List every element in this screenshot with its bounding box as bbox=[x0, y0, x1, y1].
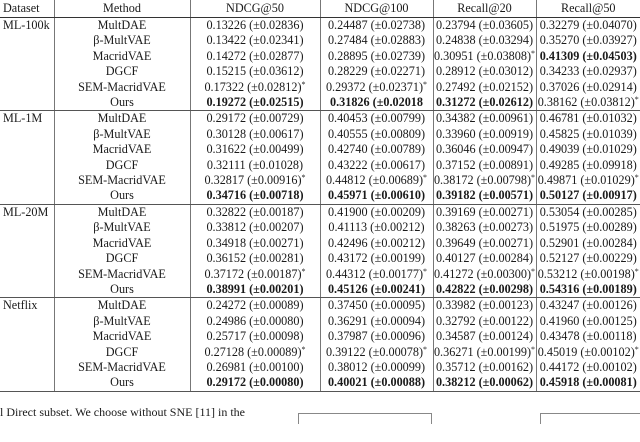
dataset-cell bbox=[0, 251, 54, 266]
metric-cell bbox=[190, 142, 320, 157]
metric-value: 0.43478 (±0.00118) bbox=[539, 329, 637, 344]
metric-value: 0.36152 (±0.00281) bbox=[206, 251, 304, 266]
body-text-fragment: l Direct subset. We choose without SNE [11] in the bbox=[0, 405, 245, 419]
metric-value: 0.31826 (±0.02018 bbox=[329, 95, 423, 110]
metric-value: 0.52127 (±0.00229) bbox=[539, 251, 637, 266]
method-cell: β-MultVAE bbox=[54, 314, 190, 329]
significance-star: * bbox=[423, 173, 428, 183]
metric-cell bbox=[320, 111, 433, 127]
metric-value: 0.38012 (±0.00099) bbox=[327, 359, 426, 374]
significance-star: * bbox=[531, 173, 536, 183]
metric-cell bbox=[320, 18, 433, 34]
significance-star: * bbox=[301, 79, 306, 89]
metric-cell bbox=[433, 204, 536, 220]
dataset-cell bbox=[0, 345, 54, 360]
metric-cell bbox=[433, 64, 536, 79]
dataset-cell bbox=[0, 173, 54, 188]
metric-cell bbox=[320, 158, 433, 173]
dataset-cell bbox=[0, 95, 54, 111]
dataset-cell bbox=[0, 375, 54, 391]
dataset-cell bbox=[0, 33, 54, 48]
method-cell: MacridVAE bbox=[54, 49, 190, 64]
metric-cell bbox=[320, 95, 433, 111]
metric-value: 0.45918 (±0.00081) bbox=[539, 375, 637, 390]
metric-value: 0.33960 (±0.00919) bbox=[435, 126, 534, 141]
metric-cell bbox=[433, 345, 536, 360]
table-row bbox=[0, 158, 640, 173]
method-cell: Ours bbox=[54, 282, 190, 298]
metric-cell bbox=[320, 375, 433, 391]
method-cell: DGCF bbox=[54, 64, 190, 79]
table-section bbox=[0, 298, 640, 391]
metric-value: 0.41272 (±0.00300) bbox=[433, 266, 532, 281]
metric-value: 0.42496 (±0.00212) bbox=[327, 235, 426, 250]
table-row bbox=[0, 314, 640, 329]
metric-cell bbox=[190, 49, 320, 64]
metric-cell bbox=[320, 236, 433, 251]
metric-value: 0.39122 (±0.00078) bbox=[325, 344, 424, 359]
method-cell: MultDAE bbox=[54, 298, 190, 314]
header-ndcg50: NDCG@50 bbox=[190, 0, 320, 18]
metric-value: 0.51975 (±0.00289) bbox=[539, 220, 637, 235]
metric-cell bbox=[320, 360, 433, 375]
metric-value: 0.44812 (±0.00689) bbox=[325, 173, 424, 188]
method-cell: β-MultVAE bbox=[54, 33, 190, 48]
table-section bbox=[0, 18, 640, 111]
metric-value: 0.38263 (±0.00273) bbox=[435, 220, 534, 235]
metric-value: 0.30951 (±0.03808) bbox=[433, 48, 532, 63]
metric-value: 0.38172 (±0.00798) bbox=[433, 173, 532, 188]
metric-cell bbox=[320, 142, 433, 157]
method-cell: SEM-MacridVAE bbox=[54, 360, 190, 375]
metric-cell bbox=[536, 188, 640, 204]
metric-cell bbox=[433, 329, 536, 344]
metric-cell bbox=[320, 204, 433, 220]
metric-cell bbox=[190, 236, 320, 251]
metric-cell bbox=[536, 127, 640, 142]
metric-cell bbox=[190, 314, 320, 329]
dataset-cell bbox=[0, 64, 54, 79]
metric-value: 0.39649 (±0.00271) bbox=[435, 235, 534, 250]
metric-cell bbox=[433, 282, 536, 298]
table-row bbox=[0, 142, 640, 157]
metric-value: 0.44312 (±0.00177) bbox=[325, 266, 424, 281]
metric-value: 0.30128 (±0.00617) bbox=[206, 126, 304, 141]
table-row bbox=[0, 345, 640, 360]
metric-value: 0.40127 (±0.00284) bbox=[435, 251, 534, 266]
header-ndcg100: NDCG@100 bbox=[320, 0, 433, 18]
metric-cell bbox=[320, 298, 433, 314]
metric-cell bbox=[536, 236, 640, 251]
metric-cell bbox=[536, 64, 640, 79]
method-cell: DGCF bbox=[54, 251, 190, 266]
metric-value: 0.29372 (±0.02371) bbox=[325, 79, 424, 94]
table-row bbox=[0, 111, 640, 127]
table-header bbox=[0, 0, 640, 18]
metric-cell bbox=[320, 49, 433, 64]
metric-value: 0.40453 (±0.00799) bbox=[327, 111, 426, 126]
table-section bbox=[0, 204, 640, 297]
metric-cell bbox=[320, 345, 433, 360]
metric-value: 0.53212 (±0.00198) bbox=[537, 266, 635, 281]
table-row bbox=[0, 251, 640, 266]
metric-cell bbox=[536, 158, 640, 173]
metric-cell bbox=[433, 127, 536, 142]
method-cell: SEM-MacridVAE bbox=[54, 173, 190, 188]
metric-value: 0.39182 (±0.00571) bbox=[435, 188, 534, 203]
table-row bbox=[0, 95, 640, 111]
header-recall50: Recall@50 bbox=[536, 0, 640, 18]
table-row bbox=[0, 375, 640, 391]
metric-value: 0.32817 (±0.00916) bbox=[204, 173, 302, 188]
metric-value: 0.24272 (±0.00089) bbox=[206, 298, 304, 313]
metric-cell bbox=[433, 95, 536, 111]
metric-value: 0.45971 (±0.00610) bbox=[327, 188, 426, 203]
metric-value: 0.34587 (±0.00124) bbox=[435, 329, 534, 344]
metric-cell bbox=[536, 111, 640, 127]
metric-cell bbox=[320, 251, 433, 266]
method-cell: MultDAE bbox=[54, 18, 190, 34]
metric-cell bbox=[190, 158, 320, 173]
metric-cell bbox=[536, 80, 640, 95]
method-cell: MacridVAE bbox=[54, 329, 190, 344]
table-row bbox=[0, 188, 640, 204]
metric-value: 0.43247 (±0.00126) bbox=[539, 298, 637, 313]
metric-value: 0.24986 (±0.00080) bbox=[206, 313, 304, 328]
metric-value: 0.38162 (±0.03812) bbox=[537, 95, 635, 110]
table-row bbox=[0, 204, 640, 220]
metric-cell bbox=[190, 360, 320, 375]
metric-value: 0.37172 (±0.00187) bbox=[204, 266, 302, 281]
metric-value: 0.49871 (±0.01029) bbox=[537, 173, 635, 188]
metric-value: 0.41900 (±0.00209) bbox=[327, 204, 426, 219]
method-cell: SEM-MacridVAE bbox=[54, 80, 190, 95]
metric-cell bbox=[433, 375, 536, 391]
dataset-cell bbox=[0, 360, 54, 375]
metric-value: 0.34716 (±0.00718) bbox=[206, 188, 304, 203]
header-dataset: Dataset bbox=[0, 0, 54, 18]
metric-value: 0.40021 (±0.00088) bbox=[327, 375, 426, 390]
table-row bbox=[0, 18, 640, 34]
dataset-cell: ML-20M bbox=[3, 204, 49, 219]
metric-value: 0.37987 (±0.00096) bbox=[327, 329, 426, 344]
metric-value: 0.31622 (±0.00499) bbox=[206, 142, 304, 157]
table-row bbox=[0, 127, 640, 142]
metric-value: 0.46781 (±0.01032) bbox=[539, 111, 637, 126]
metric-cell bbox=[190, 329, 320, 344]
metric-value: 0.38212 (±0.00062) bbox=[435, 375, 534, 390]
metric-value: 0.37026 (±0.02914) bbox=[539, 79, 637, 94]
metric-cell bbox=[190, 204, 320, 220]
metric-cell bbox=[190, 127, 320, 142]
metric-cell bbox=[536, 142, 640, 157]
metric-value: 0.35712 (±0.00162) bbox=[435, 359, 534, 374]
metric-cell bbox=[433, 220, 536, 235]
metric-value: 0.24838 (±0.03294) bbox=[435, 33, 534, 48]
metric-value: 0.34382 (±0.00961) bbox=[435, 111, 534, 126]
significance-star: * bbox=[301, 173, 306, 183]
metric-cell bbox=[190, 33, 320, 48]
metric-cell bbox=[433, 18, 536, 34]
table-row bbox=[0, 173, 640, 188]
metric-value: 0.32111 (±0.01028) bbox=[206, 157, 304, 172]
method-cell: Ours bbox=[54, 95, 190, 111]
significance-star: * bbox=[531, 344, 536, 354]
metric-value: 0.28912 (±0.03012) bbox=[435, 64, 534, 79]
metric-cell bbox=[536, 33, 640, 48]
table-row bbox=[0, 236, 640, 251]
metric-cell bbox=[190, 18, 320, 34]
metric-cell bbox=[433, 188, 536, 204]
metric-value: 0.50127 (±0.00917) bbox=[539, 188, 637, 203]
dataset-cell bbox=[0, 142, 54, 157]
method-cell: MultDAE bbox=[54, 111, 190, 127]
metric-cell bbox=[536, 345, 640, 360]
metric-cell bbox=[320, 282, 433, 298]
dataset-cell bbox=[0, 127, 54, 142]
metric-cell bbox=[536, 204, 640, 220]
metric-cell bbox=[320, 127, 433, 142]
metric-value: 0.27492 (±0.02152) bbox=[435, 79, 534, 94]
cropped-figure-box-right bbox=[540, 413, 640, 424]
dataset-cell bbox=[0, 220, 54, 235]
metric-cell bbox=[190, 80, 320, 95]
metric-cell bbox=[320, 329, 433, 344]
method-cell: SEM-MacridVAE bbox=[54, 267, 190, 282]
significance-star: * bbox=[531, 266, 536, 276]
metric-value: 0.53054 (±0.00285) bbox=[539, 204, 637, 219]
significance-star: * bbox=[423, 266, 428, 276]
metric-value: 0.44172 (±0.00102) bbox=[539, 359, 637, 374]
metric-value: 0.34918 (±0.00271) bbox=[206, 235, 304, 250]
metric-cell bbox=[320, 33, 433, 48]
metric-value: 0.54316 (±0.00189) bbox=[539, 281, 637, 296]
dataset-cell bbox=[0, 188, 54, 204]
metric-value: 0.33982 (±0.00123) bbox=[435, 298, 534, 313]
metric-value: 0.13422 (±0.02341) bbox=[206, 33, 304, 48]
dataset-cell: ML-100k bbox=[3, 18, 50, 32]
method-cell: Ours bbox=[54, 188, 190, 204]
method-cell: Ours bbox=[54, 375, 190, 391]
metric-value: 0.27128 (±0.00089) bbox=[204, 344, 302, 359]
table-row bbox=[0, 220, 640, 235]
dataset-cell bbox=[0, 314, 54, 329]
metric-cell bbox=[190, 95, 320, 111]
metric-value: 0.36291 (±0.00094) bbox=[327, 313, 426, 328]
table-row bbox=[0, 49, 640, 64]
metric-value: 0.15215 (±0.03612) bbox=[206, 64, 304, 79]
metric-value: 0.23794 (±0.03605) bbox=[435, 18, 534, 32]
metric-cell bbox=[536, 173, 640, 188]
header-recall20: Recall@20 bbox=[433, 0, 536, 18]
metric-cell bbox=[433, 33, 536, 48]
metric-value: 0.45825 (±0.01039) bbox=[539, 126, 637, 141]
table-row bbox=[0, 64, 640, 79]
metric-value: 0.35270 (±0.03927) bbox=[539, 33, 637, 48]
metric-cell bbox=[536, 251, 640, 266]
dataset-cell bbox=[0, 49, 54, 64]
significance-star: * bbox=[423, 344, 428, 354]
metric-value: 0.19272 (±0.02515) bbox=[206, 95, 304, 110]
table-row bbox=[0, 80, 640, 95]
metric-value: 0.26981 (±0.00100) bbox=[206, 359, 304, 374]
method-cell: MacridVAE bbox=[54, 236, 190, 251]
metric-cell bbox=[536, 95, 640, 111]
metric-cell bbox=[536, 267, 640, 282]
metric-value: 0.49039 (±0.01029) bbox=[539, 142, 637, 157]
metric-value: 0.43222 (±0.00617) bbox=[327, 157, 426, 172]
significance-star: * bbox=[531, 48, 536, 58]
metric-cell bbox=[536, 282, 640, 298]
metric-cell bbox=[433, 251, 536, 266]
method-cell: DGCF bbox=[54, 345, 190, 360]
dataset-cell bbox=[0, 158, 54, 173]
significance-star: * bbox=[634, 344, 639, 354]
metric-value: 0.28895 (±0.02739) bbox=[327, 48, 426, 63]
metric-cell bbox=[433, 236, 536, 251]
metric-cell bbox=[320, 220, 433, 235]
metric-value: 0.41309 (±0.04503) bbox=[539, 48, 637, 63]
metric-value: 0.32792 (±0.00122) bbox=[435, 313, 534, 328]
table-row bbox=[0, 360, 640, 375]
table-row bbox=[0, 267, 640, 282]
metric-cell bbox=[190, 251, 320, 266]
method-cell: DGCF bbox=[54, 158, 190, 173]
metric-cell bbox=[190, 220, 320, 235]
cropped-figure-box-left bbox=[298, 413, 432, 424]
dataset-cell bbox=[0, 329, 54, 344]
metric-value: 0.29172 (±0.00080) bbox=[206, 375, 304, 390]
metric-cell bbox=[433, 298, 536, 314]
metric-cell bbox=[536, 314, 640, 329]
table-row bbox=[0, 282, 640, 298]
metric-value: 0.43172 (±0.00199) bbox=[327, 251, 426, 266]
metric-value: 0.36271 (±0.00199) bbox=[433, 344, 532, 359]
metric-value: 0.49285 (±0.09918) bbox=[539, 157, 637, 172]
metric-cell bbox=[536, 298, 640, 314]
metric-value: 0.29172 (±0.00729) bbox=[206, 111, 304, 126]
metric-cell bbox=[320, 267, 433, 282]
dataset-cell bbox=[0, 267, 54, 282]
metric-cell bbox=[320, 80, 433, 95]
metric-cell bbox=[433, 360, 536, 375]
metric-cell bbox=[190, 375, 320, 391]
metric-cell bbox=[536, 360, 640, 375]
dataset-cell: Netflix bbox=[3, 298, 38, 313]
significance-star: * bbox=[634, 95, 639, 105]
metric-cell bbox=[433, 267, 536, 282]
metric-cell bbox=[190, 111, 320, 127]
metric-cell bbox=[536, 18, 640, 34]
metric-value: 0.37152 (±0.00891) bbox=[435, 157, 534, 172]
table-row bbox=[0, 329, 640, 344]
metric-value: 0.41113 (±0.00212) bbox=[328, 220, 425, 235]
metric-cell bbox=[320, 188, 433, 204]
metric-value: 0.33812 (±0.00207) bbox=[206, 220, 304, 235]
metric-cell bbox=[433, 111, 536, 127]
header-method: Method bbox=[54, 0, 190, 18]
metric-value: 0.27484 (±0.02883) bbox=[327, 33, 426, 48]
method-cell: β-MultVAE bbox=[54, 220, 190, 235]
metric-cell bbox=[190, 173, 320, 188]
metric-value: 0.52901 (±0.00284) bbox=[539, 235, 637, 250]
metric-value: 0.14272 (±0.02877) bbox=[206, 48, 304, 63]
metric-cell bbox=[433, 80, 536, 95]
dataset-cell bbox=[0, 236, 54, 251]
dataset-cell: ML-1M bbox=[3, 111, 43, 126]
metric-value: 0.32822 (±0.00187) bbox=[206, 204, 304, 219]
metric-cell bbox=[536, 49, 640, 64]
metric-cell bbox=[190, 298, 320, 314]
metric-value: 0.45126 (±0.00241) bbox=[327, 281, 426, 296]
dataset-cell bbox=[0, 80, 54, 95]
metric-cell bbox=[433, 49, 536, 64]
metric-value: 0.34233 (±0.02937) bbox=[539, 64, 637, 79]
significance-star: * bbox=[301, 266, 306, 276]
metric-value: 0.32279 (±0.04070) bbox=[539, 18, 637, 32]
method-cell: MacridVAE bbox=[54, 142, 190, 157]
significance-star: * bbox=[634, 266, 639, 276]
metric-cell bbox=[320, 173, 433, 188]
method-cell: β-MultVAE bbox=[54, 127, 190, 142]
metric-value: 0.42740 (±0.00789) bbox=[327, 142, 426, 157]
metric-cell bbox=[320, 64, 433, 79]
metric-cell bbox=[190, 345, 320, 360]
metric-cell bbox=[190, 282, 320, 298]
metric-value: 0.38991 (±0.00201) bbox=[206, 281, 304, 296]
table-row bbox=[0, 33, 640, 48]
method-cell: MultDAE bbox=[54, 204, 190, 220]
metric-value: 0.17322 (±0.02812) bbox=[204, 79, 302, 94]
metric-cell bbox=[433, 158, 536, 173]
metric-cell bbox=[190, 188, 320, 204]
metric-cell bbox=[433, 142, 536, 157]
metric-value: 0.45019 (±0.00102) bbox=[537, 344, 635, 359]
table-row bbox=[0, 298, 640, 314]
metric-value: 0.37450 (±0.00095) bbox=[327, 298, 426, 313]
metric-value: 0.31272 (±0.02612) bbox=[435, 95, 534, 110]
metric-value: 0.13226 (±0.02836) bbox=[206, 18, 304, 32]
significance-star: * bbox=[423, 79, 428, 89]
metric-value: 0.25717 (±0.00098) bbox=[206, 329, 304, 344]
metric-value: 0.41960 (±0.00125) bbox=[539, 313, 637, 328]
metric-cell bbox=[536, 375, 640, 391]
metric-value: 0.42822 (±0.00298) bbox=[435, 281, 534, 296]
metric-cell bbox=[433, 173, 536, 188]
metric-value: 0.40555 (±0.00809) bbox=[327, 126, 426, 141]
metric-cell bbox=[190, 64, 320, 79]
metric-value: 0.24487 (±0.02738) bbox=[327, 18, 426, 32]
dataset-cell bbox=[0, 282, 54, 298]
metric-cell bbox=[536, 220, 640, 235]
significance-star: * bbox=[634, 173, 639, 183]
metric-cell bbox=[433, 314, 536, 329]
table-section bbox=[0, 111, 640, 204]
metric-value: 0.39169 (±0.00271) bbox=[435, 204, 534, 219]
metric-cell bbox=[320, 314, 433, 329]
metric-cell bbox=[536, 329, 640, 344]
metric-value: 0.28229 (±0.02271) bbox=[327, 64, 426, 79]
metric-value: 0.36046 (±0.00947) bbox=[435, 142, 534, 157]
metric-cell bbox=[190, 267, 320, 282]
significance-star: * bbox=[301, 344, 306, 354]
